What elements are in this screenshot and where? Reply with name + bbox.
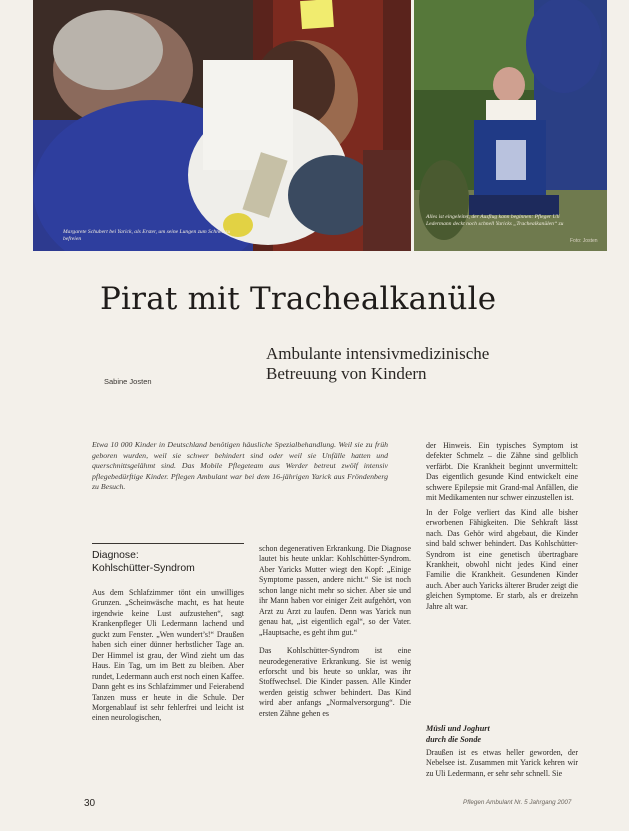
photo-left bbox=[33, 0, 411, 251]
photo-left-caption: Margarete Schubert bei Yarick, als Erster, um seine Lungen zum Schnee zu befreien bbox=[63, 229, 231, 242]
paragraph: der Hinweis. Ein typisches Symptom ist defekter Schmelz – die Zähne sind gelblich verfärbt. Die Krankheit beginnt unvermittelt: Das eigentlich gesunde Kind entwickelt eine schwere Epilepsie mit Grand-mal Anfällen, die mit Medikamenten nur schwer einzustellen ist. bbox=[426, 441, 578, 503]
footer-text: Pflegen Ambulant Nr. 5 Jahrgang 2007 bbox=[463, 799, 572, 806]
page-number: 30 bbox=[84, 798, 96, 809]
photo-credit: Foto: Josten bbox=[570, 238, 598, 244]
heading-line-1: Müsli und Joghurt bbox=[426, 724, 490, 733]
column-2-text bbox=[259, 544, 411, 719]
heading-line-2: durch die Sonde bbox=[426, 735, 482, 744]
paragraph: In der Folge verliert das Kind alle bisher erworbenen Fähigkeiten. Die Sehkraft lässt nach. Das Gehör wird abgebaut, die Kinder sind bald schwer behindert. Das Kohlschütter-Syndrom ist eine genetisch übertragbare Krankheit, obwohl nicht jedes Kind einer Familie die Krankheit. Gesundenen Kinder auch. Aber auch Yaricks älterer Bruder zeigt die gleichen Symptome. Er starb, als er dreizehn Jahre alt war. bbox=[426, 507, 578, 611]
column-3-text-bottom bbox=[426, 748, 578, 779]
article-title: Pirat mit Trachealkanüle bbox=[100, 281, 497, 317]
paragraph: Das Kohlschütter-Syndrom ist eine neurodegenerative Erkrankung. Sie ist wenig erforscht und bis heute so unklar, was ihr Stoffwechsel. Die Kinder passen. Alle Kinder werden geistig schwer behindert. Das Kind wird aber anfangs „Normalversorgung“. Die ersten Zähne gehen es bbox=[259, 646, 411, 718]
paragraph: Draußen ist es etwas heller geworden, der Nebelsee ist. Zusammen mit Yarick kehren wir zu Uli Ledermann, er sehr sehr schnell. Sie bbox=[426, 748, 578, 778]
article-intro: Etwa 10 000 Kinder in Deutschland benötigen häusliche Spezialbehandlung. Weil sie zu früh geboren wurden, weil sie schwer behindert sind oder weil sie Unfälle hatten und querschnittsgelähmt sind. Das Mobile Pflegeteam aus Werder betreut zwölf intensiv pflegebedürftige Kinder. Pflegen Ambulant war bei dem 16-jährigen Yarick aus Fröndenberg zu Besuch. bbox=[92, 440, 388, 492]
paragraph: schon degenerativen Erkrankung. Die Diagnose lautet bis heute unklar: Kohlschütter-Syndrom. Aber Yaricks Mutter wiegt den Kopf: „Einige Symptome passen, andere nicht.“ Sie ist noch schon lange nicht mehr so sicher. Aber sie und ihr Mann haben vor einiger Zeit aufgehört, von Arzt zu Arzt zu laufen. Denn was Yarick nun genau hat, „ist eigentlich egal“, so der Vater. „Hauptsache, es geht ihm gut.“ bbox=[259, 544, 411, 637]
subtitle-line-2: Betreuung von Kindern bbox=[266, 364, 427, 383]
column-1-heading bbox=[92, 549, 195, 575]
column-1-text bbox=[92, 588, 244, 724]
subtitle-line-1: Ambulante intensivmedizinische bbox=[266, 344, 490, 363]
column-1-rule bbox=[92, 543, 244, 544]
author-name: Sabine Josten bbox=[104, 377, 152, 386]
column-3-heading bbox=[426, 723, 490, 745]
heading-line-2: Kohlschütter-Syndrom bbox=[92, 563, 195, 574]
paragraph: Aus dem Schlafzimmer tönt ein unwilliges Grunzen. „Scheinwäsche macht, es hat heute irgendwie keine Lust aufzustehen“, sagt Krankenpfleger Uli Ledermann lachend und guckt zum Fenster. „Wen wundert’s!“ Draußen haben sich einer dünner herbstlicher Tage an. Der Himmel ist grau, der Wind zieht um das Haus. Ein Tag, um im Bett zu bleiben. Aber rundet, Ledermann auch erst noch einen Kaffee. Dann geht es ins Schlafzimmer und Feierabend Tanzen muss er heute in die Schule. Der Morgenablauf ist sehr fehlerfrei und leicht ist einen neurologischen, bbox=[92, 588, 244, 723]
heading-line-1: Diagnose: bbox=[92, 550, 139, 561]
photo-left-image bbox=[33, 0, 411, 251]
column-3-text-top bbox=[426, 441, 578, 612]
photo-right-caption: Alles ist eingeleitet, der Ausflug kann beginnen: Pfleger Uli Ledermann deckt noch schnell Yaricks „Trachealkanülen“ zu bbox=[426, 214, 564, 227]
article-subtitle bbox=[266, 344, 489, 384]
